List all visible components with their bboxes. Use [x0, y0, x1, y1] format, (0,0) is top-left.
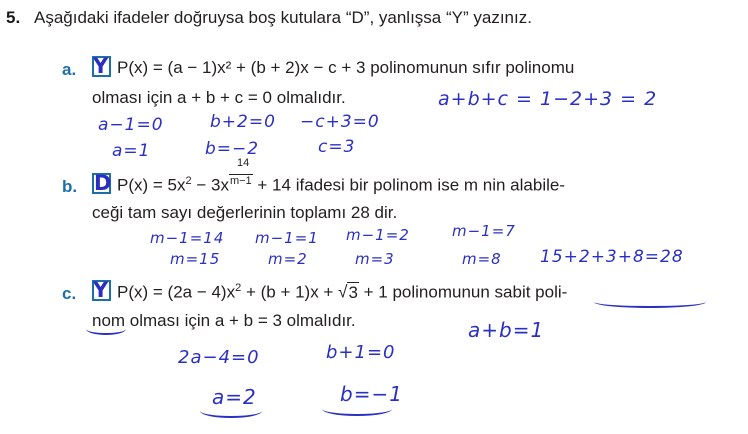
hw-b-eq2: m−1=1 — [255, 229, 319, 247]
hw-c-sol2: b=−1 — [340, 382, 403, 406]
item-c-mid: + (b + 1)x + — [241, 282, 339, 302]
item-c-sqrt-symbol: √ — [338, 282, 348, 302]
underline-nom — [86, 323, 126, 335]
hw-a-eq1: a−1=0 — [98, 115, 164, 135]
item-c-sup: 2 — [235, 282, 242, 294]
hw-a-sol3: c=3 — [318, 137, 356, 157]
item-a-label: a. — [62, 60, 77, 79]
hw-b-eq1: m−1=14 — [150, 229, 225, 247]
item-b-mid: − 3x — [191, 175, 229, 195]
item-b-post: + 14 ifadesi bir polinom ise m nin alabile- — [252, 175, 565, 195]
hw-a-sol2: b=−2 — [205, 139, 260, 159]
item-c-line2: nom olması için a + b = 3 olmalıdır. — [92, 311, 356, 330]
hw-b-sum: 15+2+3+8=28 — [540, 247, 684, 267]
item-a-answer: Y — [93, 54, 109, 78]
item-a-answer-box[interactable] — [92, 56, 111, 77]
underline-sabit-poli — [594, 296, 706, 308]
item-a-line1: P(x) = (a − 1)x² + (b + 2)x − c + 3 polinomunun sıfır polinomu — [117, 58, 575, 77]
hw-b-sol1: m=15 — [170, 250, 221, 268]
item-b-line1 — [117, 156, 565, 196]
hw-c-sol1: a=2 — [212, 385, 257, 409]
item-c-sqrt-value: 3 — [348, 282, 358, 302]
item-c-line1 — [117, 282, 567, 303]
hw-b-eq4: m−1=7 — [452, 222, 516, 240]
item-b-sup: 2 — [185, 175, 192, 187]
hw-a-eq2: b+2=0 — [210, 112, 276, 132]
hw-b-sol3: m=3 — [355, 250, 395, 268]
item-a-line2: olması için a + b + c = 0 olmalıdır. — [92, 88, 346, 107]
question-text: Aşağıdaki ifadeler doğruysa boş kutulara “D”, yanlışsa “Y” yazınız. — [34, 8, 532, 27]
item-c-answer: Y — [93, 278, 109, 302]
underline-b-sol — [322, 402, 392, 416]
hw-a-sum: a+b+c = 1−2+3 = 2 — [438, 88, 658, 110]
hw-b-sol4: m=8 — [462, 250, 502, 268]
hw-c-sum: a+b=1 — [468, 318, 545, 342]
underline-a-sol — [200, 404, 262, 418]
item-c-pre: P(x) = (2a − 4)x — [117, 282, 236, 302]
question-number: 5. — [6, 8, 21, 27]
hw-a-sol1: a=1 — [112, 141, 151, 161]
item-b-exp-num: 14 — [236, 156, 250, 169]
hw-b-sol2: m=2 — [268, 250, 308, 268]
item-b-exp-den: m−1 — [229, 174, 252, 187]
item-c-answer-box[interactable] — [92, 280, 111, 301]
hw-b-eq3: m−1=2 — [346, 226, 410, 244]
item-b-answer: D — [94, 171, 112, 195]
item-b-label: b. — [62, 177, 78, 196]
item-b-pre: P(x) = 5x — [117, 175, 186, 195]
item-b-answer-box[interactable] — [92, 173, 111, 194]
hw-c-eq1: 2a−4=0 — [178, 347, 260, 368]
item-c-label: c. — [62, 284, 77, 303]
item-b-line2: ceği tam sayı değerlerinin toplamı 28 dir. — [92, 203, 398, 222]
item-c-post: + 1 polinomunun sabit poli- — [358, 282, 568, 302]
hw-a-eq3: −c+3=0 — [300, 112, 380, 132]
hw-c-eq2: b+1=0 — [326, 342, 396, 363]
item-b-exponent — [229, 156, 253, 187]
